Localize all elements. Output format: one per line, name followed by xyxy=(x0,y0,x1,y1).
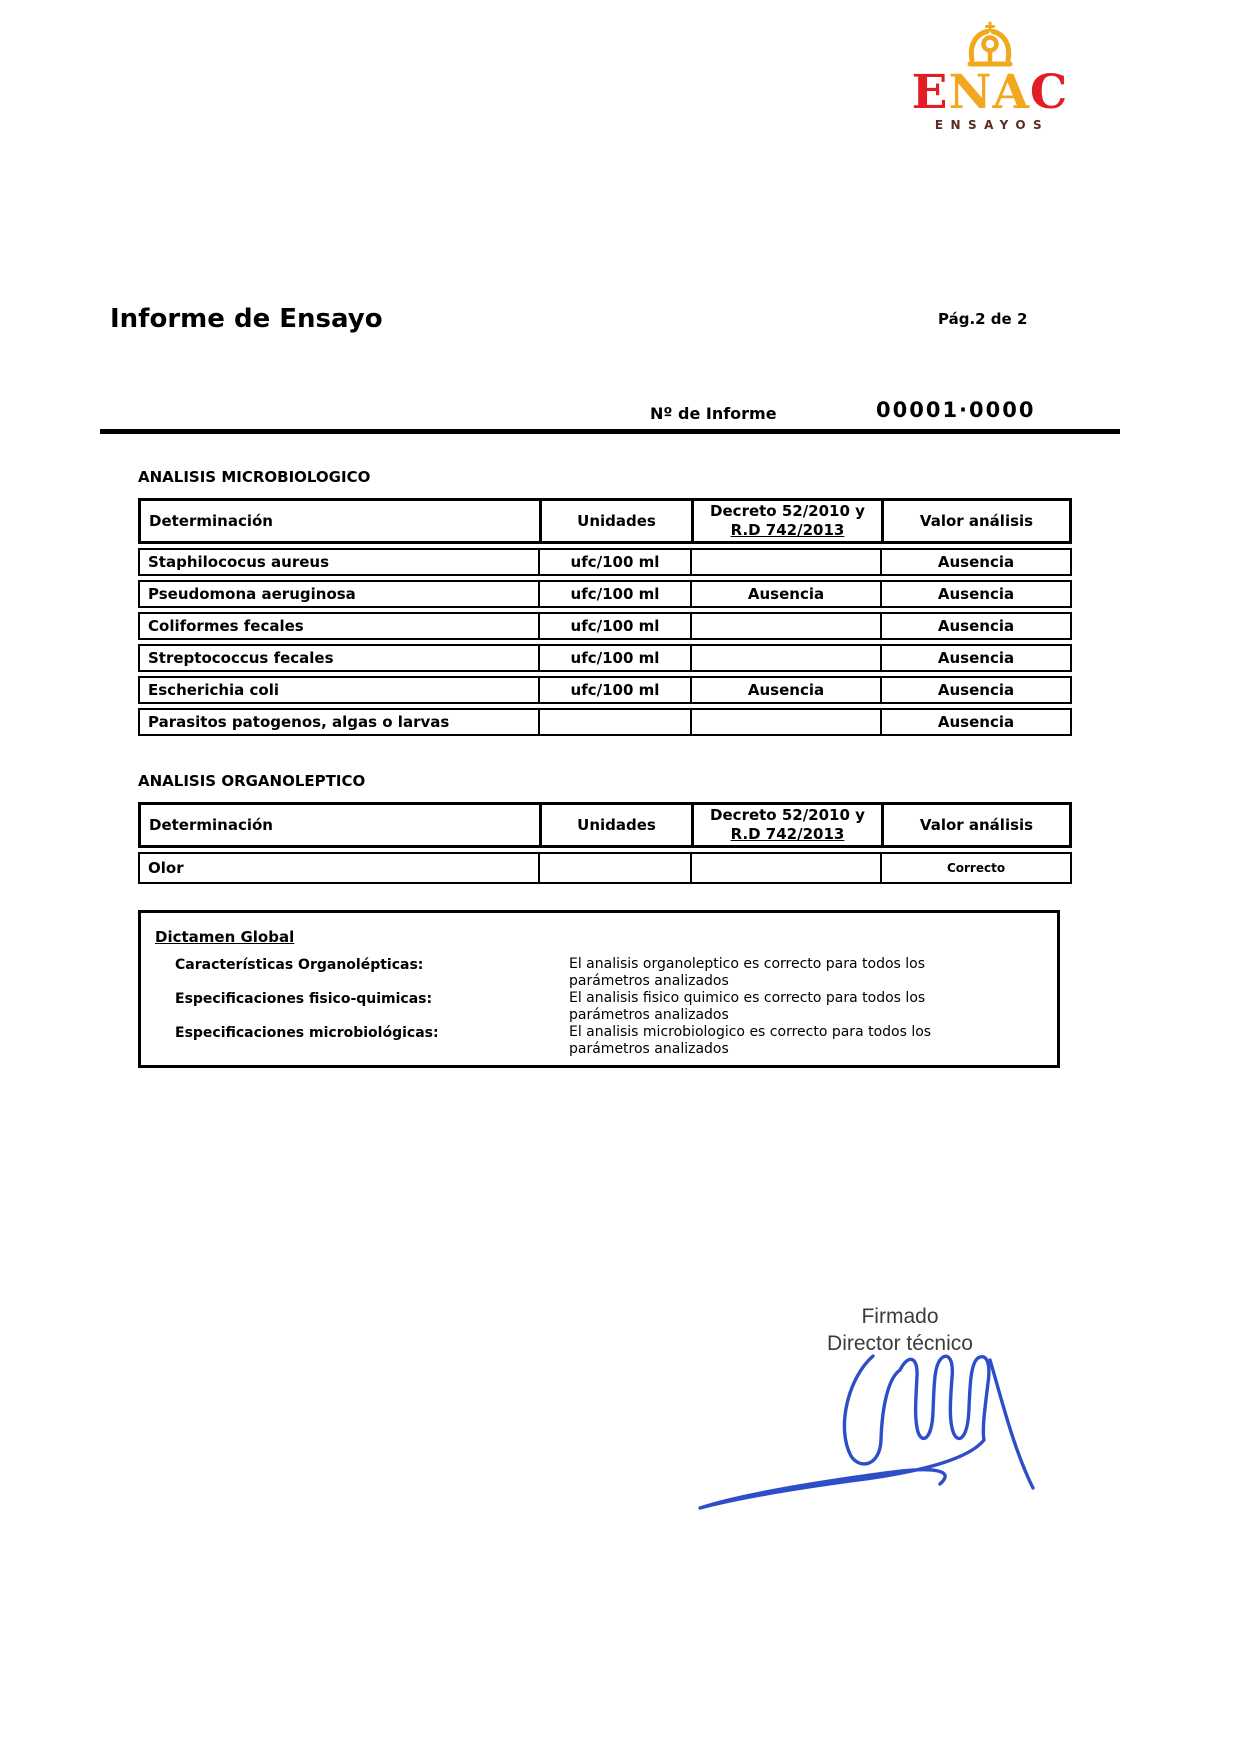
page-number: Pág.2 de 2 xyxy=(938,310,1028,328)
col-decreto xyxy=(691,805,881,845)
col-decreto xyxy=(691,501,881,541)
decreto-cell xyxy=(690,614,880,638)
determinacion-cell: Coliformes fecales xyxy=(148,617,304,635)
micro-table-header xyxy=(138,498,1072,544)
col-decreto-line2: R.D 742/2013 xyxy=(730,825,845,843)
dictamen-label: Especificaciones microbiológicas: xyxy=(175,1025,439,1041)
col-valor-analisis: Valor análisis xyxy=(881,805,1069,845)
report-number-label: Nº de Informe xyxy=(650,404,777,423)
unidades-cell: ufc/100 ml xyxy=(538,646,690,670)
valor-cell: Ausencia xyxy=(880,550,1070,574)
unidades-cell xyxy=(538,710,690,734)
decreto-cell: Ausencia xyxy=(690,678,880,702)
micro-table xyxy=(138,498,1072,736)
signature-line2: Director técnico xyxy=(827,1332,973,1355)
dictamen-label: Especificaciones fisico-quimicas: xyxy=(175,991,433,1007)
decreto-cell: Ausencia xyxy=(690,582,880,606)
dictamen-global-box xyxy=(138,910,1060,1068)
logo-letter-e: E xyxy=(911,65,949,120)
col-determinacion: Determinación xyxy=(149,816,273,834)
logo-letter-n: N xyxy=(948,65,993,120)
crown-icon xyxy=(962,20,1018,70)
unidades-cell: ufc/100 ml xyxy=(538,678,690,702)
table-row xyxy=(138,548,1072,576)
decreto-cell xyxy=(690,550,880,574)
organo-table xyxy=(138,802,1072,884)
logo-letter-c: C xyxy=(1029,65,1069,120)
unidades-cell: ufc/100 ml xyxy=(538,582,690,606)
dictamen-item xyxy=(175,1024,1057,1058)
dictamen-value: El analisis organoleptico es correcto para todos los parámetros analizados xyxy=(569,956,926,989)
col-determinacion: Determinación xyxy=(149,512,273,530)
table-row xyxy=(138,580,1072,608)
enac-logo xyxy=(898,20,1082,132)
unidades-cell: ufc/100 ml xyxy=(538,614,690,638)
table-row xyxy=(138,676,1072,704)
logo-letter-a: A xyxy=(992,65,1030,120)
dictamen-value: El analisis fisico quimico es correcto para todos los parámetros analizados xyxy=(569,990,926,1023)
header-divider xyxy=(100,429,1120,434)
valor-cell: Ausencia xyxy=(880,614,1070,638)
dictamen-item xyxy=(175,956,1057,990)
col-unidades: Unidades xyxy=(539,805,691,845)
valor-cell: Correcto xyxy=(880,854,1070,882)
document-title: Informe de Ensayo xyxy=(110,304,383,334)
determinacion-cell: Parasitos patogenos, algas o larvas xyxy=(148,713,450,731)
determinacion-cell: Escherichia coli xyxy=(148,681,279,699)
table-row xyxy=(138,708,1072,736)
determinacion-cell: Pseudomona aeruginosa xyxy=(148,585,356,603)
organo-section-title: ANALISIS ORGANOLEPTICO xyxy=(138,772,366,790)
logo-subtitle: ENSAYOS xyxy=(934,118,1050,132)
decreto-cell xyxy=(690,646,880,670)
report-number-value: 00001·0000 xyxy=(876,398,1036,422)
table-row xyxy=(138,852,1072,884)
dictamen-title: Dictamen Global xyxy=(155,928,295,946)
logo-wordmark xyxy=(898,65,1082,120)
table-row xyxy=(138,644,1072,672)
organo-table-header xyxy=(138,802,1072,848)
valor-cell: Ausencia xyxy=(880,582,1070,606)
col-decreto-line2: R.D 742/2013 xyxy=(730,521,845,539)
decreto-cell xyxy=(690,710,880,734)
decreto-cell xyxy=(690,854,880,882)
micro-section-title: ANALISIS MICROBIOLOGICO xyxy=(138,468,371,486)
signature-line1: Firmado xyxy=(861,1305,939,1328)
unidades-cell: ufc/100 ml xyxy=(538,550,690,574)
unidades-cell xyxy=(538,854,690,882)
dictamen-value: El analisis microbiologico es correcto para todos los parámetros analizados xyxy=(569,1024,932,1057)
col-decreto-line1: Decreto 52/2010 y xyxy=(710,502,865,520)
determinacion-cell: Streptococcus fecales xyxy=(148,649,334,667)
determinacion-cell: Olor xyxy=(148,859,184,877)
valor-cell: Ausencia xyxy=(880,710,1070,734)
table-row xyxy=(138,612,1072,640)
valor-cell: Ausencia xyxy=(880,646,1070,670)
signature-ink xyxy=(688,1348,1050,1516)
col-unidades: Unidades xyxy=(539,501,691,541)
dictamen-item xyxy=(175,990,1057,1024)
valor-cell: Ausencia xyxy=(880,678,1070,702)
col-decreto-line1: Decreto 52/2010 y xyxy=(710,806,865,824)
determinacion-cell: Staphilococus aureus xyxy=(148,553,329,571)
dictamen-label: Características Organolépticas: xyxy=(175,957,424,973)
col-valor-analisis: Valor análisis xyxy=(881,501,1069,541)
